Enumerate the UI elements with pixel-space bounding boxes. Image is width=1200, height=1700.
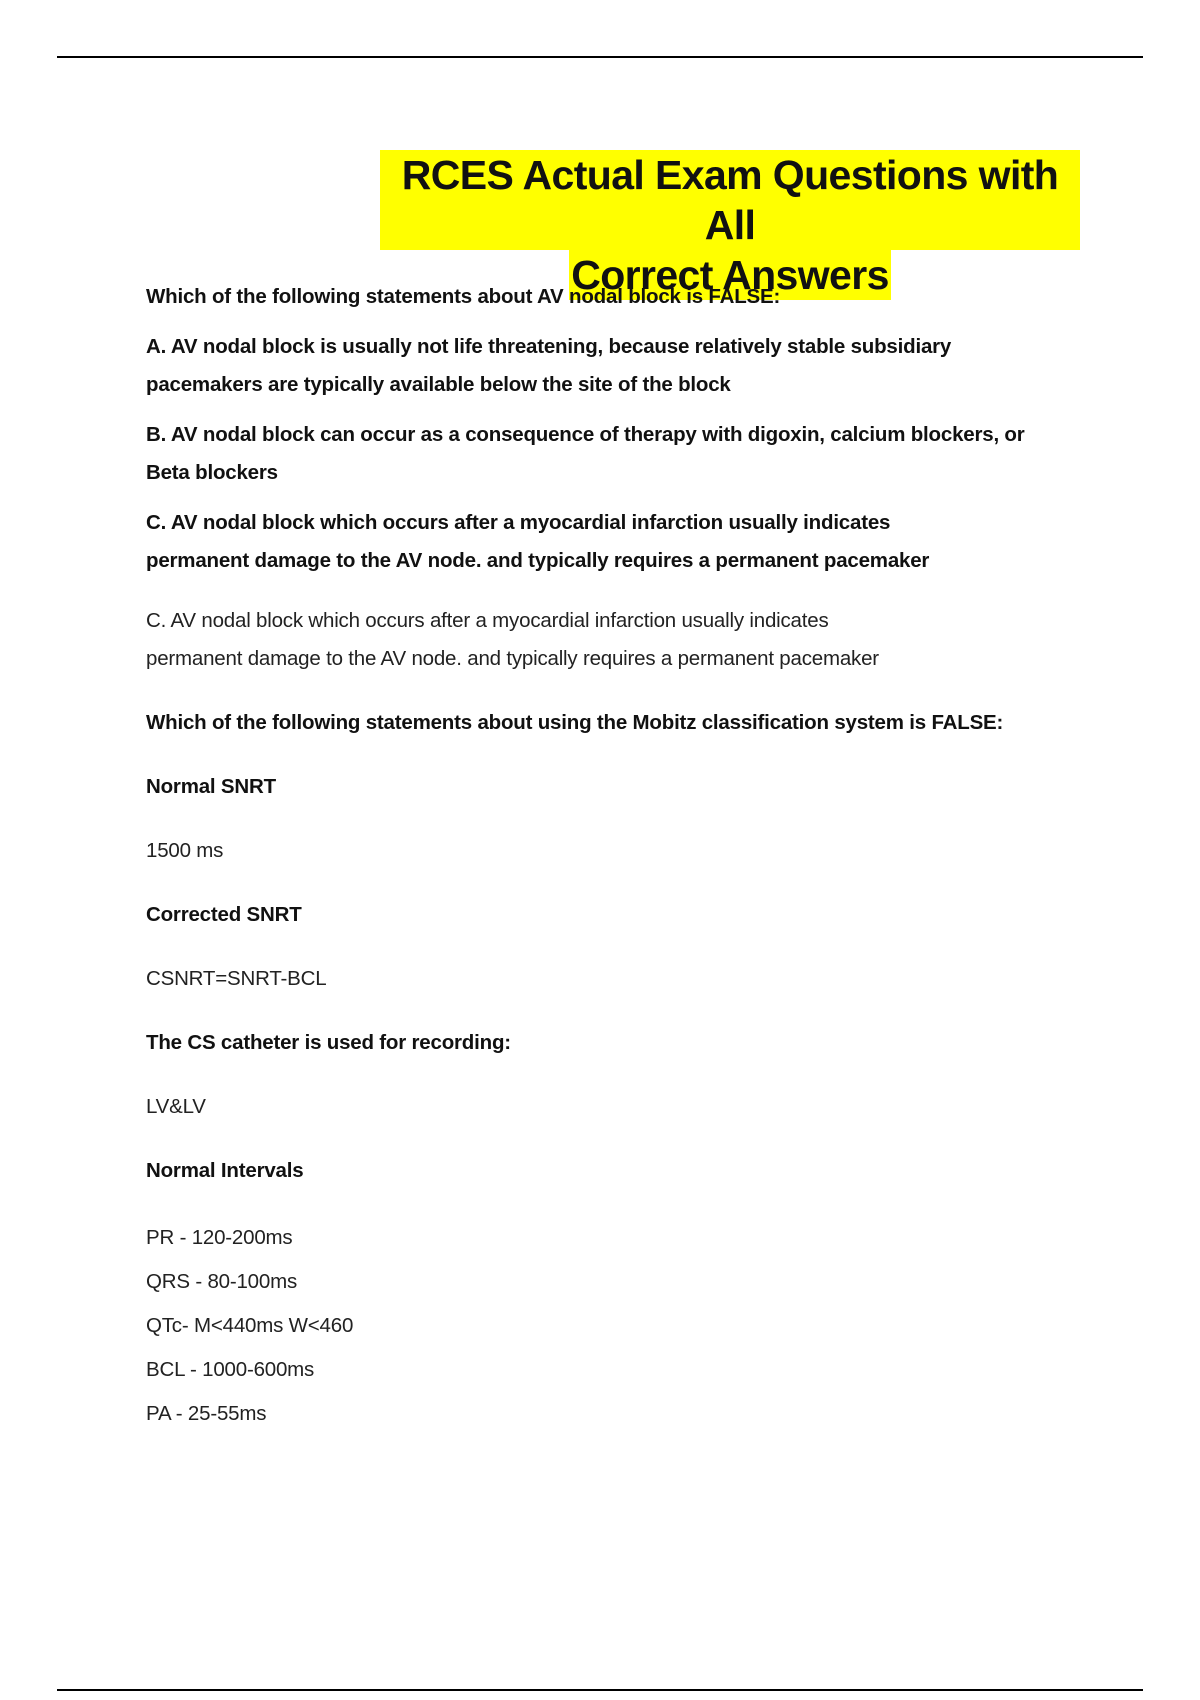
option-b-line-1: B. AV nodal block can occur as a consequence of therapy with digoxin, calcium blockers, or: [146, 423, 1025, 446]
option-c-line-1: C. AV nodal block which occurs after a myocardial infarction usually indicates: [146, 511, 891, 534]
answer-c-line-2: permanent damage to the AV node. and typically requires a permanent pacemaker: [146, 647, 879, 670]
option-b-line-2: Beta blockers: [146, 461, 278, 484]
interval-pa: PA - 25-55ms: [146, 1402, 267, 1425]
option-c-line-2: permanent damage to the AV node. and typically requires a permanent pacemaker: [146, 549, 930, 572]
title-line-2: Correct Answers: [571, 252, 889, 298]
question-av-nodal-block: Which of the following statements about AV nodal block is FALSE:: [146, 285, 781, 308]
title-line-1: RCES Actual Exam Questions with All: [380, 150, 1080, 250]
question-normal-intervals: Normal Intervals: [146, 1159, 304, 1182]
document-body: [146, 278, 1076, 1436]
interval-qrs: QRS - 80-100ms: [146, 1270, 298, 1293]
answer-c-line-1: C. AV nodal block which occurs after a myocardial infarction usually indicates: [146, 609, 829, 632]
option-a-line-2: pacemakers are typically available below the site of the block: [146, 373, 731, 396]
question-corrected-snrt: Corrected SNRT: [146, 903, 302, 926]
question-mobitz: Which of the following statements about using the Mobitz classification system is FALSE:: [146, 711, 1004, 734]
question-normal-snrt: Normal SNRT: [146, 775, 276, 798]
footer-rule: [57, 1689, 1143, 1691]
answer-normal-snrt: 1500 ms: [146, 839, 224, 862]
answer-corrected-snrt: CSNRT=SNRT-BCL: [146, 967, 327, 990]
question-cs-catheter: The CS catheter is used for recording:: [146, 1031, 511, 1054]
interval-qtc: QTc- M<440ms W<460: [146, 1314, 354, 1337]
header-rule: [57, 56, 1143, 58]
answer-cs-catheter: LV&LV: [146, 1095, 206, 1118]
interval-bcl: BCL - 1000-600ms: [146, 1358, 315, 1381]
interval-pr: PR - 120-200ms: [146, 1226, 293, 1249]
option-a-line-1: A. AV nodal block is usually not life threatening, because relatively stable subsidiary: [146, 335, 952, 358]
